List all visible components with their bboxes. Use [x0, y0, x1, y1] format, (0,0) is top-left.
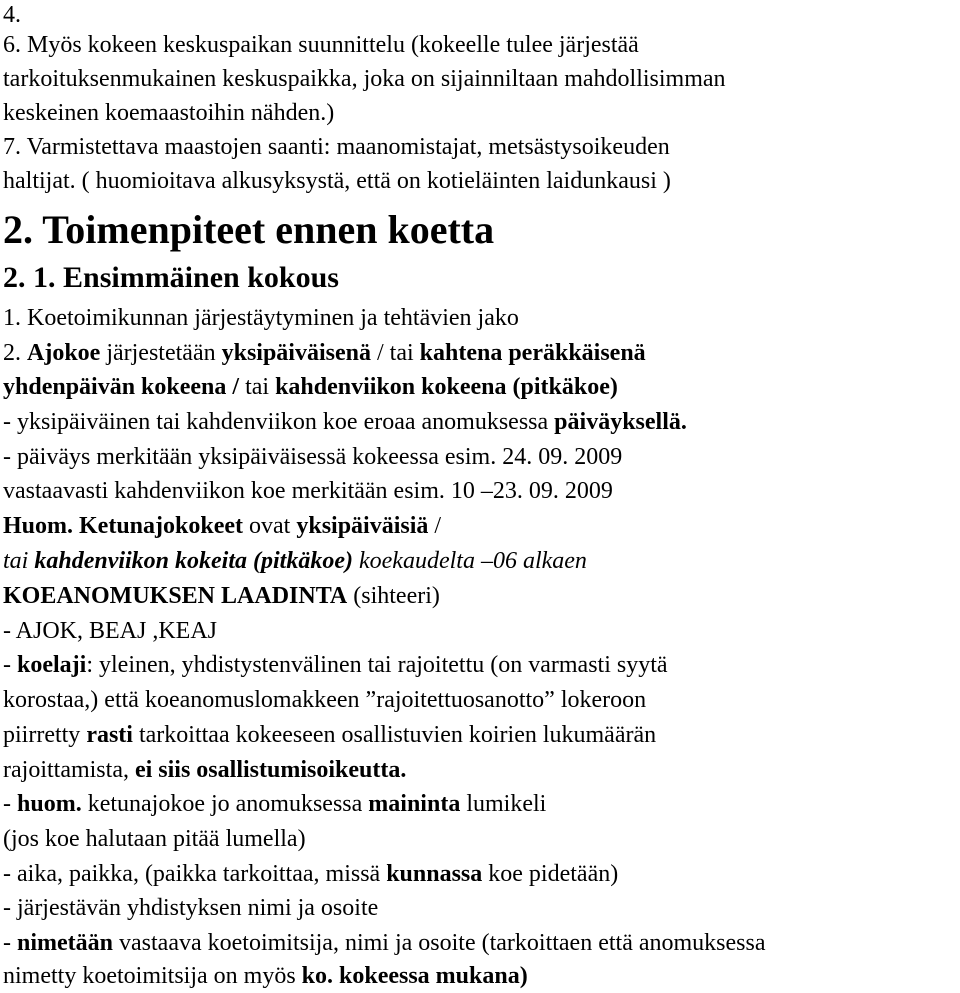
text-line: KOEANOMUKSEN LAADINTA (sihteeri)	[3, 583, 440, 609]
text-line: vastaavasti kahdenviikon koe merkitään esim. 10 –23. 09. 2009	[3, 478, 613, 504]
text-line: 1. Koetoimikunnan järjestäytyminen ja tehtävien jako	[3, 305, 519, 331]
text-line: rajoittamista, ei siis osallistumisoikeutta.	[3, 757, 407, 783]
text-line: - yksipäiväinen tai kahdenviikon koe eroaa anomuksessa päiväyksellä.	[3, 409, 687, 435]
text-line: - huom. ketunajokoe jo anomuksessa maininta lumikeli	[3, 791, 547, 817]
text-line: - AJOK, BEAJ ,KEAJ	[3, 618, 218, 644]
text-line: keskeinen koemaastoihin nähden.)	[3, 100, 335, 126]
section-heading: 2. Toimenpiteet ennen koetta	[3, 207, 495, 252]
text-line: - koelaji: yleinen, yhdistystenvälinen tai rajoitettu (on varmasti syytä	[3, 652, 668, 678]
text-line: yhdenpäivän kokeena / tai kahdenviikon kokeena (pitkäkoe)	[3, 374, 618, 400]
text-line: 7. Varmistettava maastojen saanti: maanomistajat, metsästysoikeuden	[3, 134, 670, 160]
text-line: piirretty rasti tarkoittaa kokeeseen osallistuvien koirien lukumäärän	[3, 722, 657, 748]
text-line: - järjestävän yhdistyksen nimi ja osoite	[3, 895, 379, 921]
page-number: 4.	[3, 2, 21, 28]
text-line: nimetty koetoimitsija on myös ko. kokeessa mukana)	[3, 963, 528, 989]
text-line: - päiväys merkitään yksipäiväisessä kokeessa esim. 24. 09. 2009	[3, 444, 623, 470]
text-line: tarkoituksenmukainen keskuspaikka, joka on sijainniltaan mahdollisimman	[3, 66, 726, 92]
text-line: (jos koe halutaan pitää lumella)	[3, 826, 306, 852]
text-line: haltijat. ( huomioitava alkusyksystä, että on kotieläinten laidunkausi )	[3, 168, 671, 194]
text-line: Huom. Ketunajokokeet ovat yksipäiväisiä /	[3, 513, 442, 539]
text-line: tai kahdenviikon kokeita (pitkäkoe) koekaudelta –06 alkaen	[3, 548, 587, 574]
text-line: - aika, paikka, (paikka tarkoittaa, missä kunnassa koe pidetään)	[3, 861, 619, 887]
text-line: korostaa,) että koeanomuslomakkeen ”rajoitettuosanotto” lokeroon	[3, 687, 647, 713]
subsection-heading: 2. 1. Ensimmäinen kokous	[3, 261, 339, 294]
text-line: 6. Myös kokeen keskuspaikan suunnittelu (kokeelle tulee järjestää	[3, 32, 639, 58]
text-line: - nimetään vastaava koetoimitsija, nimi ja osoite (tarkoittaen että anomuksessa	[3, 930, 766, 956]
text-line: 2. Ajokoe järjestetään yksipäiväisenä / tai kahtena peräkkäisenä	[3, 340, 646, 366]
